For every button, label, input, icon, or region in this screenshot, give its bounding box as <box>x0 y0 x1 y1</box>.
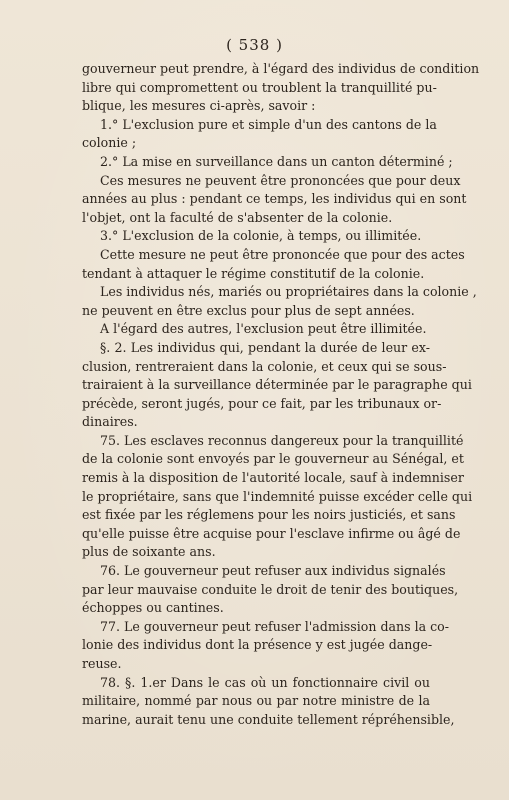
text-line: est fixée par les réglemens pour les noirs justiciés, et sans <box>82 507 456 523</box>
text-line: Cette mesure ne peut être prononcée que pour des actes <box>100 246 465 262</box>
text-line: 75. Les esclaves reconnus dangereux pour la tranquillité <box>100 432 464 448</box>
body-text <box>82 60 480 729</box>
text-line: 1.° L'exclusion pure et simple d'un des cantons de la <box>100 116 437 132</box>
text-line: Ces mesures ne peuvent être prononcées que pour deux <box>100 172 461 188</box>
text-line: par leur mauvaise conduite le droit de tenir des boutiques, <box>82 581 459 597</box>
text-line: de la colonie sont envoyés par le gouverneur au Sénégal, et <box>82 451 464 467</box>
text-line: A l'égard des autres, l'exclusion peut être illimitée. <box>100 321 427 337</box>
text-line: remis à la disposition de l'autorité locale, sauf à indemniser <box>82 470 464 486</box>
text-line: reuse. <box>82 656 122 671</box>
text-line: lonie des individus dont la présence y est jugée dange- <box>82 637 433 653</box>
text-line: 3.° L'exclusion de la colonie, à temps, ou illimitée. <box>100 228 422 244</box>
text-line: dinaires. <box>82 414 138 430</box>
text-line: 78. §. 1.er Dans le cas où un fonctionnaire civil ou <box>100 674 430 690</box>
text-line: plus de soixante ans. <box>82 544 216 560</box>
text-line: colonie ; <box>82 135 137 151</box>
text-line: §. 2. Les individus qui, pendant la durée de leur ex- <box>100 339 430 355</box>
text-line: ne peuvent en être exclus pour plus de sept années. <box>82 302 415 318</box>
text-line: qu'elle puisse être acquise pour l'esclave infirme ou âgé de <box>82 525 461 541</box>
text-line: 77. Le gouverneur peut refuser l'admission dans la co- <box>100 618 450 634</box>
text-line: échoppes ou cantines. <box>82 600 224 616</box>
text-line: clusion, rentreraient dans la colonie, et ceux qui se sous- <box>82 358 447 374</box>
text-line: 76. Le gouverneur peut refuser aux individus signalés <box>100 563 446 579</box>
text-line: le propriétaire, sans que l'indemnité puisse excéder celle qui <box>82 488 473 504</box>
text-line: libre qui compromettent ou troublent la tranquillité pu- <box>82 79 437 95</box>
text-line: trairaient à la surveillance déterminée par le paragraphe qui <box>82 377 472 393</box>
text-line: gouverneur peut prendre, à l'égard des individus de condition <box>82 61 480 76</box>
text-line: marine, aurait tenu une conduite tellement répréhensible, <box>82 711 455 727</box>
text-line: tendant à attaquer le régime constitutif de la colonie. <box>82 265 425 281</box>
text-line: l'objet, ont la faculté de s'absenter de la colonie. <box>82 209 393 225</box>
text-line: blique, les mesures ci-après, savoir : <box>82 98 316 114</box>
text-line: précède, seront jugés, pour ce fait, par les tribunaux or- <box>82 395 442 411</box>
text-line: 2.° La mise en surveillance dans un canton déterminé ; <box>100 153 453 169</box>
page-number: ( 538 ) <box>226 36 283 54</box>
text-line: militaire, nommé par nous ou par notre ministre de la <box>82 693 430 709</box>
text-line: années au plus : pendant ce temps, les individus qui en sont <box>82 191 467 207</box>
text-line: Les individus nés, mariés ou propriétaires dans la colonie , <box>100 284 477 300</box>
